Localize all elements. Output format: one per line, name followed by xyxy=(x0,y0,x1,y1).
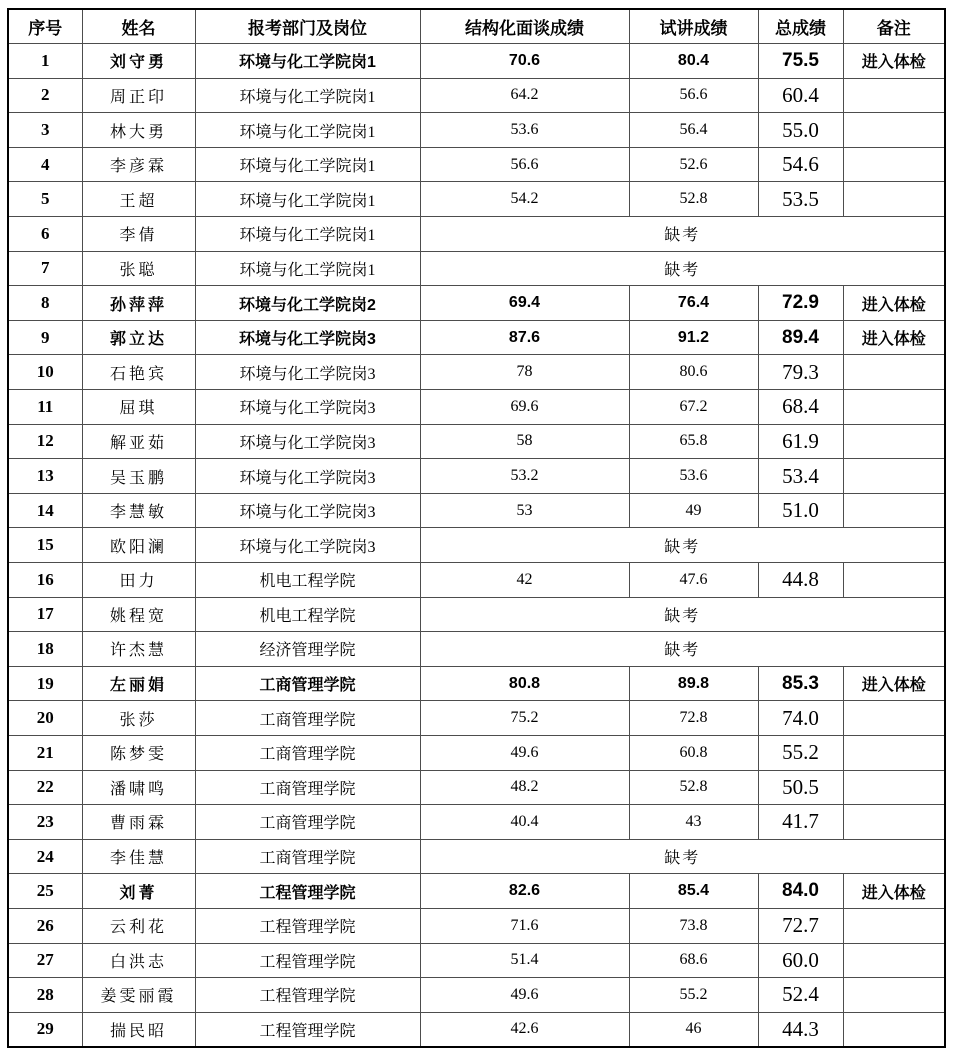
cell-remark: 进入体检 xyxy=(843,286,945,321)
cell-serial-number: 29 xyxy=(8,1012,82,1047)
cell-serial-number: 16 xyxy=(8,563,82,598)
cell-name: 潘啸鸣 xyxy=(82,770,195,805)
exam-score-table xyxy=(7,8,946,1048)
cell-serial-number: 13 xyxy=(8,459,82,494)
cell-remark xyxy=(843,805,945,840)
cell-interview-score: 53 xyxy=(420,493,629,528)
cell-serial-number: 8 xyxy=(8,286,82,321)
cell-remark: 进入体检 xyxy=(843,320,945,355)
cell-lecture-score: 43 xyxy=(629,805,758,840)
cell-lecture-score: 80.6 xyxy=(629,355,758,390)
cell-remark: 进入体检 xyxy=(843,874,945,909)
cell-total-score: 52.4 xyxy=(758,978,843,1013)
cell-total-score: 61.9 xyxy=(758,424,843,459)
cell-interview-score: 54.2 xyxy=(420,182,629,217)
cell-serial-number: 23 xyxy=(8,805,82,840)
cell-name: 刘菁 xyxy=(82,874,195,909)
cell-lecture-score: 52.8 xyxy=(629,182,758,217)
cell-department-position: 工程管理学院 xyxy=(195,943,420,978)
cell-lecture-score: 72.8 xyxy=(629,701,758,736)
cell-interview-score: 75.2 xyxy=(420,701,629,736)
table-row xyxy=(8,251,945,286)
table-row xyxy=(8,805,945,840)
cell-interview-score: 87.6 xyxy=(420,320,629,355)
cell-department-position: 机电工程学院 xyxy=(195,563,420,598)
cell-name: 李彦霖 xyxy=(82,147,195,182)
cell-name: 孙萍萍 xyxy=(82,286,195,321)
cell-serial-number: 18 xyxy=(8,632,82,667)
cell-interview-score: 70.6 xyxy=(420,44,629,79)
table-row xyxy=(8,1012,945,1047)
table-row xyxy=(8,735,945,770)
cell-interview-score: 49.6 xyxy=(420,978,629,1013)
cell-department-position: 工商管理学院 xyxy=(195,701,420,736)
cell-total-score: 84.0 xyxy=(758,874,843,909)
cell-serial-number: 6 xyxy=(8,217,82,252)
cell-name: 张聪 xyxy=(82,251,195,286)
cell-serial-number: 27 xyxy=(8,943,82,978)
cell-interview-score: 40.4 xyxy=(420,805,629,840)
cell-interview-score: 42 xyxy=(420,563,629,598)
header-serial-number: 序号 xyxy=(8,9,82,44)
cell-name: 左丽娟 xyxy=(82,666,195,701)
cell-lecture-score: 91.2 xyxy=(629,320,758,355)
cell-interview-score: 58 xyxy=(420,424,629,459)
cell-lecture-score: 46 xyxy=(629,1012,758,1047)
cell-absent-merged: 缺考 xyxy=(420,251,945,286)
header-total-score: 总成绩 xyxy=(758,9,843,44)
cell-remark xyxy=(843,147,945,182)
cell-absent-merged: 缺考 xyxy=(420,597,945,632)
cell-department-position: 环境与化工学院岗3 xyxy=(195,320,420,355)
cell-interview-score: 56.6 xyxy=(420,147,629,182)
cell-department-position: 工商管理学院 xyxy=(195,839,420,874)
table-row xyxy=(8,597,945,632)
cell-department-position: 工商管理学院 xyxy=(195,666,420,701)
table-row xyxy=(8,355,945,390)
table-row xyxy=(8,874,945,909)
table-row xyxy=(8,632,945,667)
cell-total-score: 44.8 xyxy=(758,563,843,598)
table-row xyxy=(8,528,945,563)
cell-serial-number: 5 xyxy=(8,182,82,217)
cell-absent-merged: 缺考 xyxy=(420,217,945,252)
table-row xyxy=(8,424,945,459)
cell-department-position: 环境与化工学院岗1 xyxy=(195,78,420,113)
cell-lecture-score: 49 xyxy=(629,493,758,528)
cell-serial-number: 25 xyxy=(8,874,82,909)
cell-total-score: 72.9 xyxy=(758,286,843,321)
cell-serial-number: 3 xyxy=(8,113,82,148)
table-row xyxy=(8,182,945,217)
cell-department-position: 环境与化工学院岗3 xyxy=(195,355,420,390)
table-row xyxy=(8,44,945,79)
cell-name: 李倩 xyxy=(82,217,195,252)
cell-remark xyxy=(843,390,945,425)
cell-remark xyxy=(843,493,945,528)
cell-remark xyxy=(843,701,945,736)
cell-serial-number: 12 xyxy=(8,424,82,459)
cell-remark xyxy=(843,1012,945,1047)
cell-remark: 进入体检 xyxy=(843,666,945,701)
cell-lecture-score: 65.8 xyxy=(629,424,758,459)
header-structured-interview-score: 结构化面谈成绩 xyxy=(420,9,629,44)
cell-department-position: 环境与化工学院岗1 xyxy=(195,251,420,286)
cell-name: 刘守勇 xyxy=(82,44,195,79)
cell-interview-score: 53.2 xyxy=(420,459,629,494)
cell-total-score: 55.2 xyxy=(758,735,843,770)
cell-lecture-score: 76.4 xyxy=(629,286,758,321)
cell-name: 王超 xyxy=(82,182,195,217)
cell-remark xyxy=(843,459,945,494)
cell-total-score: 53.5 xyxy=(758,182,843,217)
cell-department-position: 工程管理学院 xyxy=(195,874,420,909)
cell-department-position: 经济管理学院 xyxy=(195,632,420,667)
cell-name: 李慧敏 xyxy=(82,493,195,528)
cell-total-score: 51.0 xyxy=(758,493,843,528)
cell-interview-score: 51.4 xyxy=(420,943,629,978)
cell-lecture-score: 89.8 xyxy=(629,666,758,701)
cell-name: 屈琪 xyxy=(82,390,195,425)
cell-serial-number: 15 xyxy=(8,528,82,563)
cell-lecture-score: 52.6 xyxy=(629,147,758,182)
cell-name: 揣民昭 xyxy=(82,1012,195,1047)
cell-name: 李佳慧 xyxy=(82,839,195,874)
cell-total-score: 44.3 xyxy=(758,1012,843,1047)
cell-serial-number: 11 xyxy=(8,390,82,425)
cell-interview-score: 69.6 xyxy=(420,390,629,425)
cell-remark xyxy=(843,978,945,1013)
table-row xyxy=(8,839,945,874)
cell-name: 郭立达 xyxy=(82,320,195,355)
cell-total-score: 60.0 xyxy=(758,943,843,978)
cell-department-position: 工程管理学院 xyxy=(195,908,420,943)
table-row xyxy=(8,770,945,805)
cell-interview-score: 82.6 xyxy=(420,874,629,909)
cell-total-score: 72.7 xyxy=(758,908,843,943)
cell-serial-number: 9 xyxy=(8,320,82,355)
cell-remark xyxy=(843,113,945,148)
cell-department-position: 环境与化工学院岗1 xyxy=(195,147,420,182)
cell-total-score: 85.3 xyxy=(758,666,843,701)
table-row xyxy=(8,217,945,252)
cell-total-score: 55.0 xyxy=(758,113,843,148)
cell-department-position: 环境与化工学院岗3 xyxy=(195,528,420,563)
cell-department-position: 工程管理学院 xyxy=(195,1012,420,1047)
cell-department-position: 环境与化工学院岗3 xyxy=(195,390,420,425)
cell-lecture-score: 68.6 xyxy=(629,943,758,978)
cell-remark xyxy=(843,424,945,459)
table-row xyxy=(8,493,945,528)
cell-name: 陈梦雯 xyxy=(82,735,195,770)
cell-serial-number: 19 xyxy=(8,666,82,701)
cell-serial-number: 7 xyxy=(8,251,82,286)
cell-name: 田力 xyxy=(82,563,195,598)
cell-total-score: 41.7 xyxy=(758,805,843,840)
cell-department-position: 环境与化工学院岗3 xyxy=(195,424,420,459)
table-row xyxy=(8,978,945,1013)
cell-lecture-score: 73.8 xyxy=(629,908,758,943)
cell-name: 周正印 xyxy=(82,78,195,113)
cell-serial-number: 17 xyxy=(8,597,82,632)
cell-name: 吴玉鹏 xyxy=(82,459,195,494)
cell-total-score: 68.4 xyxy=(758,390,843,425)
table-row xyxy=(8,701,945,736)
cell-serial-number: 1 xyxy=(8,44,82,79)
cell-name: 解亚茹 xyxy=(82,424,195,459)
table-row xyxy=(8,113,945,148)
cell-interview-score: 48.2 xyxy=(420,770,629,805)
cell-remark xyxy=(843,735,945,770)
cell-lecture-score: 47.6 xyxy=(629,563,758,598)
cell-remark xyxy=(843,770,945,805)
cell-serial-number: 14 xyxy=(8,493,82,528)
cell-department-position: 工商管理学院 xyxy=(195,735,420,770)
table-row xyxy=(8,78,945,113)
cell-name: 姜雯丽霞 xyxy=(82,978,195,1013)
cell-total-score: 79.3 xyxy=(758,355,843,390)
cell-department-position: 环境与化工学院岗3 xyxy=(195,459,420,494)
cell-interview-score: 80.8 xyxy=(420,666,629,701)
cell-serial-number: 28 xyxy=(8,978,82,1013)
cell-name: 欧阳澜 xyxy=(82,528,195,563)
cell-interview-score: 78 xyxy=(420,355,629,390)
header-name: 姓名 xyxy=(82,9,195,44)
cell-interview-score: 69.4 xyxy=(420,286,629,321)
cell-serial-number: 2 xyxy=(8,78,82,113)
cell-total-score: 54.6 xyxy=(758,147,843,182)
header-department-position: 报考部门及岗位 xyxy=(195,9,420,44)
cell-lecture-score: 55.2 xyxy=(629,978,758,1013)
cell-serial-number: 22 xyxy=(8,770,82,805)
cell-remark xyxy=(843,182,945,217)
cell-lecture-score: 60.8 xyxy=(629,735,758,770)
cell-serial-number: 4 xyxy=(8,147,82,182)
cell-department-position: 环境与化工学院岗2 xyxy=(195,286,420,321)
cell-lecture-score: 53.6 xyxy=(629,459,758,494)
cell-remark xyxy=(843,78,945,113)
cell-department-position: 环境与化工学院岗1 xyxy=(195,217,420,252)
header-trial-lecture-score: 试讲成绩 xyxy=(629,9,758,44)
cell-remark xyxy=(843,943,945,978)
cell-lecture-score: 67.2 xyxy=(629,390,758,425)
table-row xyxy=(8,459,945,494)
table-row xyxy=(8,943,945,978)
table-row xyxy=(8,286,945,321)
cell-total-score: 53.4 xyxy=(758,459,843,494)
cell-remark xyxy=(843,355,945,390)
cell-department-position: 环境与化工学院岗1 xyxy=(195,113,420,148)
cell-lecture-score: 56.4 xyxy=(629,113,758,148)
cell-remark: 进入体检 xyxy=(843,44,945,79)
cell-lecture-score: 85.4 xyxy=(629,874,758,909)
cell-total-score: 89.4 xyxy=(758,320,843,355)
cell-lecture-score: 80.4 xyxy=(629,44,758,79)
cell-name: 姚程宽 xyxy=(82,597,195,632)
cell-total-score: 50.5 xyxy=(758,770,843,805)
cell-interview-score: 71.6 xyxy=(420,908,629,943)
cell-department-position: 机电工程学院 xyxy=(195,597,420,632)
cell-serial-number: 10 xyxy=(8,355,82,390)
cell-serial-number: 24 xyxy=(8,839,82,874)
cell-total-score: 74.0 xyxy=(758,701,843,736)
table-row xyxy=(8,147,945,182)
table-row xyxy=(8,666,945,701)
cell-serial-number: 20 xyxy=(8,701,82,736)
cell-name: 白洪志 xyxy=(82,943,195,978)
cell-total-score: 75.5 xyxy=(758,44,843,79)
cell-department-position: 工商管理学院 xyxy=(195,805,420,840)
cell-department-position: 工商管理学院 xyxy=(195,770,420,805)
cell-department-position: 环境与化工学院岗1 xyxy=(195,44,420,79)
cell-absent-merged: 缺考 xyxy=(420,839,945,874)
cell-serial-number: 21 xyxy=(8,735,82,770)
cell-total-score: 60.4 xyxy=(758,78,843,113)
cell-lecture-score: 52.8 xyxy=(629,770,758,805)
cell-interview-score: 49.6 xyxy=(420,735,629,770)
cell-department-position: 工程管理学院 xyxy=(195,978,420,1013)
cell-name: 云利花 xyxy=(82,908,195,943)
cell-remark xyxy=(843,908,945,943)
table-row xyxy=(8,908,945,943)
cell-absent-merged: 缺考 xyxy=(420,528,945,563)
cell-interview-score: 64.2 xyxy=(420,78,629,113)
cell-department-position: 环境与化工学院岗1 xyxy=(195,182,420,217)
cell-name: 曹雨霖 xyxy=(82,805,195,840)
cell-remark xyxy=(843,563,945,598)
table-row xyxy=(8,320,945,355)
header-remarks: 备注 xyxy=(843,9,945,44)
table-row xyxy=(8,563,945,598)
cell-lecture-score: 56.6 xyxy=(629,78,758,113)
header-row xyxy=(8,9,945,44)
cell-interview-score: 53.6 xyxy=(420,113,629,148)
cell-name: 林大勇 xyxy=(82,113,195,148)
cell-serial-number: 26 xyxy=(8,908,82,943)
table-row xyxy=(8,390,945,425)
cell-department-position: 环境与化工学院岗3 xyxy=(195,493,420,528)
cell-name: 石艳宾 xyxy=(82,355,195,390)
cell-interview-score: 42.6 xyxy=(420,1012,629,1047)
table-body xyxy=(8,44,945,1047)
cell-absent-merged: 缺考 xyxy=(420,632,945,667)
cell-name: 许杰慧 xyxy=(82,632,195,667)
cell-name: 张莎 xyxy=(82,701,195,736)
